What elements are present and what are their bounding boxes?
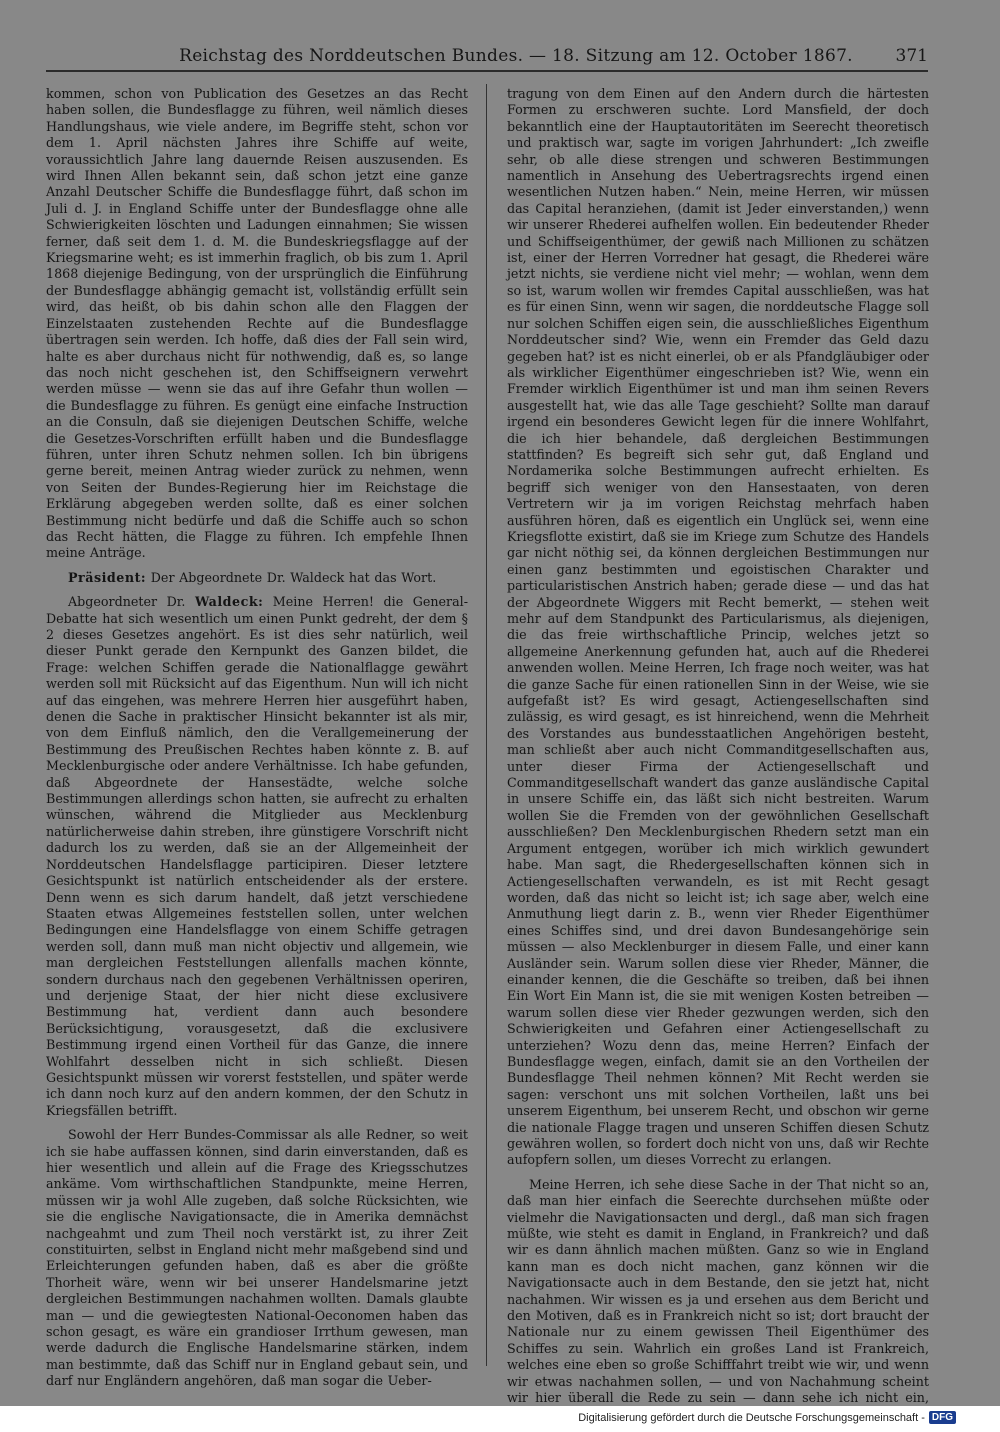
header-title: Reichstag des Norddeutschen Bundes. — 18. Sitzung am 12. October 1867. (179, 46, 853, 66)
dfg-logo-icon: DFG (929, 1411, 956, 1424)
speaker-prefix: Abgeordneter Dr. (68, 594, 195, 610)
page-number: 371 (895, 46, 928, 66)
speaker-name: Waldeck: (194, 594, 264, 610)
speech-text: Der Abgeordnete Dr. Waldeck hat das Wort. (146, 569, 437, 585)
paragraph: Meine Herren, ich sehe diese Sache in der That nicht so an, daß man hier einfach die Seerechte durchsehen müßte oder vielmehr die Navigationsacten und dergl., daß man sich fragen müßte, wie steht es damit in England, in Frankreich? und daß wir es dann ähnlich machen müßten. Ganz so wie in England kann man es doch nicht machen, ganz können wir die Navigationsacte auch in dem Bestande, den sie jetzt hat, nicht nachahmen. Wir wissen es ja und ersehen aus dem Bericht und den Motiven, daß es in Frankreich nicht so ist; dort braucht der Nationale nur zu einem gewissen Theil Eigenthümer des Schiffes zu sein. Wahrlich ein großes Land ist Frankreich, welches eine eben so große Schifffahrt treibt wie wir, und wenn wir etwas nachahmen sollen, — und von Nachahmung scheint wir hier überall die Rede zu sein — dann sehe ich nicht ein, (507, 1176, 929, 1406)
speech-text: Meine Herren! die General-Debatte hat sich wesentlich um einen Punkt gedreht, der dem § 2 dieses Gesetzes angehört. Es ist dies sehr natürlich, weil dieser Punkt gerade den Kernpunkt des Ganzen bildet, die Frage: welchen Schiffen gerade die Nationalflagge gewährt werden soll mit Rücksicht auf das Eigenthum. Nun will ich nicht auf das eingehen, was mehrere Herren hier ausgeführt haben, denen die Sache in praktischer Hinsicht bekannter ist als mir, von dem Einfluß nämlich, den die Verallgemeinerung der Bestimmung des Preußischen Rechtes haben könnte z. B. auf Mecklenburgische oder andere Verhältnisse. Ich habe gefunden, daß Abgeordnete der Hansestädte, welche solche Bestimmungen allerdings schon hatten, sie aufrecht zu erhalten wünschen, während die Mitglieder aus Mecklenburg natürlicherweise dahin streben, ihre günstigere Vorschrift nicht dadurch los zu werden, daß sie an der Allgemeinheit der Norddeutschen Handelsflagge participiren. Dieser letztere Gesichtspunkt ist natürlich entscheidender als der erstere. Denn wenn es sich darum handelt, daß jetzt verschiedene Staaten etwas Allgemeines feststellen sollen, unter welchen Bedingungen eine Handelsflagge von einem Schiffe getragen werden soll, dann muß man nicht objectiv und allgemein, wie man dergleichen Feststellungen allenfalls machen könnte, sondern durchaus nach den gegebenen Verhältnissen operiren, und derjenige Staat, der hier nicht diese exclusivere Bestimmung hat, verdient dann auch besondere Berücksichtigung, vorausgesetzt, daß die exclusivere Bestimmung irgend einen Vortheil für das Ganze, die innere Wohlfahrt desselben nicht in sich schließt. Diesen Gesichtspunkt müssen wir vorerst feststellen, und später werde ich dann noch kurz auf den andern kommen, der den Schutz in Kriegsfällen betrifft. (46, 594, 468, 1118)
paragraph: Sowohl der Herr Bundes-Commissar als alle Redner, so weit ich sie habe auffassen können, sind darin einverstanden, daß es hier wesentlich und allein auf die Frage des Kriegsschutzes ankäme. Vom wirthschaftlichen Standpunkte, meine Herren, müssen wir ja wohl Alle zugeben, daß solche Rücksichten, wie sie die englische Navigationsacte, die in Amerika demnächst nachgeahmt und zum Theil noch verstärkt ist, zu ihrer Zeit constituirten, selbst in England nicht mehr maßgebend sind und Erleichterungen gefunden haben, daß es aber die größte Thorheit wäre, wenn wir bei unserer Handelsmarine jetzt dergleichen Bestimmungen nachahmen wollten. Damals glaubte man — und die gewiegtesten National-Oeconomen haben das schon gesagt, es wäre ein grandioser Irrthum gewesen, man werde dadurch die Englische Handelsmarine stärken, indem man bestimmte, daß das Schiff nur in England gebaut sein, und darf nur Engländern angehören, daß man sogar die Ueber- (46, 1127, 468, 1389)
right-column (507, 86, 929, 1431)
paragraph-president (46, 570, 468, 586)
footer-text: Digitalisierung gefördert durch die Deutsche Forschungsgemeinschaft - (578, 1411, 925, 1424)
paragraph-waldeck (46, 594, 468, 1119)
paragraph: tragung von dem Einen auf den Andern durch die härtesten Formen zu erschweren suchte. Lord Mansfield, der doch bekanntlich eine der Hauptautoritäten im Seerecht theoretisch und praktisch war, sagte im vorigen Jahrhundert: „Ich zweifle sehr, ob alle diese strengen und schweren Bestimmungen namentlich in Ansehung des Uebertragsrechts irgend einen wesentlichen Nutzen haben.“ Nein, meine Herren, wir müssen das Capital heranziehen, (damit ist Jeder einverstanden,) wenn wir unserer Rhederei aufhelfen wollen. Ein bedeutender Rheder und Schiffseigenthümer, der gewiß nach Millionen zu schätzen ist, einer der Herren Vorredner hat gesagt, die Rhederei wäre jetzt nichts, sie verdiene nicht viel mehr; — wohlan, wenn dem so ist, warum wollen wir fremdes Capital ausschließen, was hat es für einen Sinn, wenn wir sagen, die norddeutsche Flagge soll nur solchen Schiffen eigen sein, die ausschließliches Eigenthum Norddeutscher sind? Wie, wenn ein Fremder das Geld dazu gegeben hat? ist es nicht einerlei, ob er als Pfandgläubiger oder als wirklicher Eigenthümer eingeschrieben ist? Wie, wenn ein Fremder wirklich Eigenthümer ist und man ihm seinen Revers ausgestellt hat, wie das alle Tage geschieht? Sollte man darauf irgend ein besonderes Gewicht legen für die innere Wohlfahrt, die ich hier behandele, daß dergleichen Bestimmungen stattfinden? Es begreift sich sehr gut, daß England und Nordamerika solche Bestimmungen aufrecht erhielten. Es begriff sich weniger von den Hansestaaten, von deren Vertretern wir ja im vorigen Reichstag mehrfach haben ausführen hören, daß es eigentlich ein Unglück sei, wenn eine Kriegsflotte existirt, daß sie im Kriege zum Schutze des Handels gar nicht nöthig sei, da können dergleichen Bestimmungen nur einen ganz bestimmten und egoistischen Charakter und particularistischen Anstrich haben; gerade diese — und das hat der Abgeordnete Wiggers mit Recht bemerkt, — stehen weit mehr auf dem Standpunkt des Particularismus, als diejenigen, die das freie wirthschaftliche Princip, welches jetzt so allgemeine Anerkennung gefunden hat, auch auf die Rhederei anwenden wollen. Meine Herren, Ich frage noch weiter, was hat die ganze Sache für einen rationellen Sinn in der Weise, wie sie aufgefaßt ist? Es wird gesagt, Actiengesellschaften sind zulässig, es wird gesagt, es ist hinreichend, wenn die Mehrheit des Vorstandes aus bundesstaatlichen Angehörigen besteht, man schließt aber auch nicht Commanditgesellschaften aus, unter dieser Firma der Actiengesellschaft und Commanditgesellschaft wandert das ganze ausländische Capital in unsere Schiffe ein, das läßt sich nicht bestreiten. Warum wollen Sie die Fremden von der gewöhnlichen Gesellschaft ausschließen? Den Mecklenburgischen Rhedern setzt man ein Argument entgegen, worüber ich mich wirklich gewundert habe. Man sagt, die Rhedergesellschaften können sich in Actiengesellschaften verwandeln, es ist mit Recht gesagt worden, daß das nicht so leicht ist; ich sage aber, welch eine Anmuthung liegt darin z. B., wenn vier Rheder Eigenthümer eines Schiffes sind, und drei davon Bundesangehörige sein müssen — also Mecklenburger in diesem Falle, und einer kann Ausländer sein. Warum sollen diese vier Rheder, Männer, die einander kennen, die die Geschäfte so treiben, daß bei ihnen Ein Wort Ein Mann ist, die sie mit wenigen Kosten betreiben — warum sollen diese vier Rheder gezwungen werden, sich den Schwierigkeiten und Gefahren einer Actiengesellschaft zu unterziehen? Wozu denn das, meine Herren? Einfach der Bundesflagge wegen, einfach, damit sie an den Vortheilen der Bundesflagge Theil nehmen können? Mit Recht werden sie sagen: verschont uns mit solchen Vortheilen, laßt uns bei unserem Eigenthum, bei unserem Recht, und obschon wir gerne die nationale Flagge tragen und unseren Schiffen diesen Schutz gewähren wollen, so fordert doch nicht von uns, daß wir Rechte aufopfern sollen, um dieses Vorrecht zu erlangen. (507, 86, 929, 1168)
page-header (46, 46, 928, 72)
speaker-label: Präsident: (68, 569, 147, 585)
left-column (46, 86, 468, 1398)
paragraph: kommen, schon von Publication des Gesetzes an das Recht haben sollen, die Bundesflagge zu führen, weil nämlich dieses Handlungshaus, wie viele andere, im Begriffe steht, schon vor dem 1. April nächsten Jahres ihre Schiffe auf weite, voraussichtlich Jahre lang dauernde Reisen auszusenden. Es wird Ihnen Allen bekannt sein, daß schon jetzt eine ganze Anzahl Deutscher Schiffe die Bundesflagge führt, daß schon im Juli d. J. in England Schiffe unter der Bundesflagge ohne alle Schwierigkeiten löschten und Ladungen einnahmen; Sie wissen ferner, daß seit dem 1. d. M. die Bundeskriegsflagge auf der Kriegsmarine weht; es ist immerhin fraglich, ob bis zum 1. April 1868 diejenige Bedingung, von der ursprünglich die Einführung der Bundesflagge abhängig gemacht ist, vollständig erfüllt sein wird, das heißt, ob bis dahin schon alle den Flaggen der Einzelstaaten zustehenden Rechte auf die Bundesflagge übertragen sein werden. Ich hoffe, daß dies der Fall sein wird, halte es aber durchaus nicht für nothwendig, daß es, so lange das noch nicht geschehen ist, den Schiffseignern verwehrt werden müsse — wenn sie das auf ihre Gefahr thun wollen — die Bundesflagge zu führen. Es genügt eine einfache Instruction an die Consuln, daß sie diejenigen Deutschen Schiffe, welche die Gesetzes-Vorschriften erfüllt haben und die Bundesflagge führen, unter ihren Schutz nehmen sollen. Ich bin übrigens gerne bereit, meinen Antrag wieder zurück zu nehmen, wenn von Seiten der Bundes-Regierung hier im Reichstage die Erklärung abgegeben werden sollte, daß es einer solchen Bestimmung nicht bedürfe und daß die Schiffe auch so schon das Recht hätten, die Flagge zu führen. Ich empfehle Ihnen meine Anträge. (46, 86, 468, 561)
footer (578, 1411, 956, 1424)
column-divider (486, 84, 487, 1366)
